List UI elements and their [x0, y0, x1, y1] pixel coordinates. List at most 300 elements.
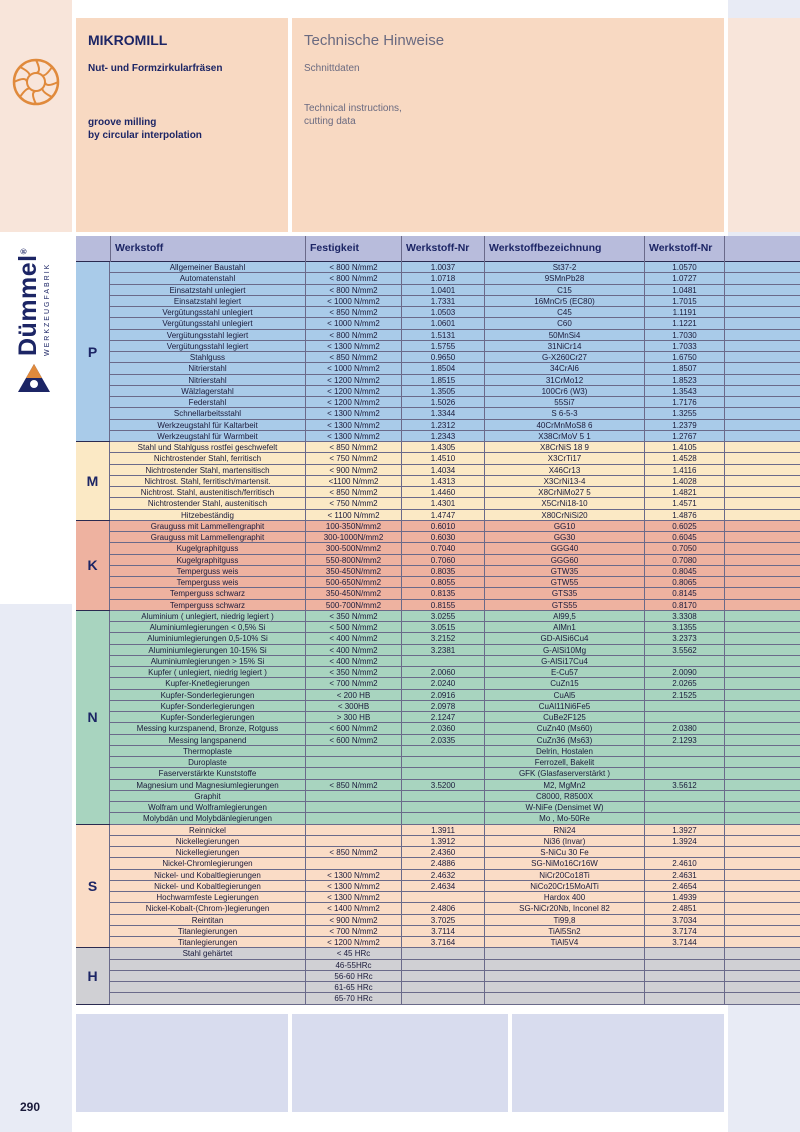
column-header-werkstoff-nr: Werkstoff-Nr: [401, 236, 484, 262]
group-letter: S: [76, 825, 110, 948]
cell-festigkeit: < 1000 N/mm2: [305, 296, 401, 307]
section-subtitle-de: Schnittdaten: [304, 63, 360, 74]
cell-extra: [724, 656, 800, 667]
cell-werkstoff: [110, 960, 305, 971]
cell-bezeichnung: S 6-5-3: [484, 408, 644, 419]
cell-extra: [724, 363, 800, 374]
cell-werkstoff-nr-2: 0.8065: [644, 577, 724, 588]
cell-werkstoff-nr-2: [644, 746, 724, 757]
cell-werkstoff-nr-2: 3.5562: [644, 645, 724, 656]
cell-werkstoff-nr: 1.4301: [401, 498, 484, 509]
cell-werkstoff-nr-2: [644, 802, 724, 813]
cell-werkstoff: [110, 993, 305, 1004]
cell-werkstoff: Stahl und Stahlguss rostfei geschwefelt: [137, 443, 278, 452]
cell-werkstoff: Kupfer-Sonderlegierungen: [160, 713, 255, 722]
cell-werkstoff: Nichtrost. Stahl, austenitisch/ferritisch: [140, 488, 275, 497]
cell-werkstoff-nr: 3.7164: [401, 937, 484, 948]
cell-werkstoff-nr: [401, 656, 484, 667]
cell-werkstoff-nr: 0.8155: [401, 600, 484, 611]
table-row: [110, 825, 800, 836]
cell-festigkeit: < 1300 N/mm2: [305, 892, 401, 903]
cell-bezeichnung: CuZn36 (Ms63): [484, 735, 644, 746]
cell-extra: [724, 813, 800, 824]
cell-werkstoff-nr: 2.4806: [401, 903, 484, 914]
cell-bezeichnung: GTW55: [484, 577, 644, 588]
cell-werkstoff: Vergütungsstahl legiert: [166, 330, 249, 340]
cell-werkstoff-nr-2: 2.4654: [644, 881, 724, 892]
cell-werkstoff-nr: [401, 892, 484, 903]
cell-festigkeit: 65-70 HRc: [305, 993, 401, 1004]
table-row: [110, 386, 800, 397]
section-subtitle-en-line1: Technical instructions,: [304, 103, 402, 114]
cell-festigkeit: 350-450N/mm2: [305, 588, 401, 599]
cell-extra: [724, 588, 800, 599]
cell-werkstoff-nr: 1.3505: [401, 386, 484, 397]
cell-bezeichnung: CuZn40 (Ms60): [484, 723, 644, 734]
cell-werkstoff-nr-2: [644, 960, 724, 971]
cell-werkstoff-nr-2: 0.7050: [644, 543, 724, 554]
cell-werkstoff-nr-2: 1.4105: [644, 442, 724, 453]
cell-extra: [724, 903, 800, 914]
cell-festigkeit: < 800 N/mm2: [305, 285, 401, 296]
cell-werkstoff: Titanlegierungen: [177, 926, 238, 936]
table-row: [110, 633, 800, 644]
cell-extra: [724, 791, 800, 802]
cell-werkstoff: Temperguss schwarz: [169, 589, 246, 599]
table-row: [110, 836, 800, 847]
cell-werkstoff-nr: 2.4886: [401, 858, 484, 869]
table-row: [110, 870, 800, 881]
column-header-werkstoff-nr-2: Werkstoff-Nr: [644, 236, 724, 262]
cell-werkstoff-nr-2: 3.1355: [644, 622, 724, 633]
product-title: MIKROMILL: [88, 32, 168, 48]
cell-extra: [724, 318, 800, 329]
cell-extra: [724, 555, 800, 566]
cell-werkstoff-nr: 1.3344: [401, 408, 484, 419]
table-row: [110, 330, 800, 341]
cell-bezeichnung: [484, 971, 644, 982]
cell-werkstoff-nr: 1.5755: [401, 341, 484, 352]
table-row: [110, 881, 800, 892]
cell-werkstoff-nr-2: 1.7015: [644, 296, 724, 307]
table-row: [110, 667, 800, 678]
group-letter: M: [76, 442, 110, 520]
table-row: [110, 577, 800, 588]
table-row: [110, 960, 800, 971]
cell-festigkeit: < 1300 N/mm2: [305, 341, 401, 352]
cell-werkstoff-nr-2: 1.6750: [644, 352, 724, 363]
cell-extra: [724, 982, 800, 993]
cell-festigkeit: [305, 768, 401, 779]
cell-bezeichnung: Hardox 400: [484, 892, 644, 903]
cell-werkstoff-nr: 2.1247: [401, 712, 484, 723]
cell-festigkeit: < 400 N/mm2: [305, 645, 401, 656]
cell-werkstoff-nr: 1.2312: [401, 420, 484, 431]
table-row: [110, 611, 800, 622]
cell-extra: [724, 330, 800, 341]
cell-extra: [724, 937, 800, 948]
section-subtitle-en-line2: cutting data: [304, 116, 356, 127]
right-top-panel: [728, 18, 800, 232]
cell-werkstoff-nr-2: 2.4631: [644, 870, 724, 881]
cell-bezeichnung: X5CrNi18-10: [484, 498, 644, 509]
material-group-m: [76, 442, 800, 521]
cell-werkstoff: Automatenstahl: [179, 274, 236, 284]
cell-werkstoff: Magnesium und Magnesiumlegierungen: [136, 780, 279, 790]
cell-festigkeit: 350-450N/mm2: [305, 566, 401, 577]
cell-bezeichnung: Ni36 (Invar): [484, 836, 644, 847]
cell-werkstoff-nr: 2.4632: [401, 870, 484, 881]
cell-bezeichnung: GTS55: [484, 600, 644, 611]
cell-festigkeit: < 850 N/mm2: [305, 487, 401, 498]
material-group-p: [76, 262, 800, 442]
cell-werkstoff-nr-2: [644, 993, 724, 1004]
cell-werkstoff-nr-2: [644, 768, 724, 779]
cell-werkstoff-nr-2: 3.5612: [644, 780, 724, 791]
cell-bezeichnung: Mo , Mo-50Re: [484, 813, 644, 824]
cell-werkstoff-nr: [401, 982, 484, 993]
cell-werkstoff-nr: 1.4305: [401, 442, 484, 453]
cell-werkstoff: Hitzebeständig: [181, 510, 234, 520]
cell-werkstoff-nr-2: [644, 712, 724, 723]
product-header: [76, 18, 288, 232]
cell-werkstoff-nr: [401, 791, 484, 802]
table-row: [110, 903, 800, 914]
cell-extra: [724, 802, 800, 813]
group-letter: N: [76, 611, 110, 824]
cell-extra: [724, 678, 800, 689]
cell-werkstoff-nr: 1.4747: [401, 510, 484, 521]
cell-extra: [724, 296, 800, 307]
cell-werkstoff-nr: 3.0255: [401, 611, 484, 622]
cell-werkstoff: Messing kurzspanend, Bronze, Rotguss: [136, 724, 279, 734]
table-row: [110, 858, 800, 869]
cell-extra: [724, 262, 800, 273]
cell-werkstoff-nr: [401, 960, 484, 971]
product-subtitle-de: Nut- und Formzirkularfräsen: [88, 63, 223, 74]
cell-werkstoff-nr: [401, 971, 484, 982]
cell-werkstoff-nr-2: 1.1221: [644, 318, 724, 329]
cell-bezeichnung: Ferrozell, Bakelit: [484, 757, 644, 768]
cell-werkstoff: Duroplaste: [188, 758, 227, 767]
logo-name: Dümmel®: [14, 247, 42, 356]
table-row: [110, 600, 800, 611]
cell-bezeichnung: G-AlSi10Mg: [484, 645, 644, 656]
cell-extra: [724, 566, 800, 577]
cell-bezeichnung: W-NiFe (Densimet W): [484, 802, 644, 813]
cell-werkstoff: Nitrierstahl: [188, 375, 227, 385]
cell-werkstoff-nr: 1.5026: [401, 397, 484, 408]
cell-festigkeit: < 750 N/mm2: [305, 498, 401, 509]
cell-extra: [724, 577, 800, 588]
cell-festigkeit: < 200 HB: [305, 690, 401, 701]
cell-werkstoff-nr-2: [644, 948, 724, 959]
cell-werkstoff: Graphit: [194, 791, 221, 801]
cell-festigkeit: < 1400 N/mm2: [305, 903, 401, 914]
cell-festigkeit: 500-700N/mm2: [305, 600, 401, 611]
cell-bezeichnung: X3CrNi13-4: [484, 476, 644, 487]
table-row: [110, 420, 800, 431]
cell-bezeichnung: Al99,5: [484, 611, 644, 622]
column-header-bezeichnung: Werkstoffbezeichnung: [484, 236, 644, 262]
cell-bezeichnung: CuZn15: [484, 678, 644, 689]
footer-panel-left: [76, 1014, 288, 1112]
cell-werkstoff: Kupfer ( unlegiert, niedrig legiert ): [148, 668, 267, 677]
cell-bezeichnung: GGG60: [484, 555, 644, 566]
cell-bezeichnung: X3CrTi17: [484, 453, 644, 464]
footer-panel-middle: [292, 1014, 508, 1112]
cell-werkstoff: Thermoplaste: [183, 746, 232, 756]
cell-werkstoff-nr-2: 1.3927: [644, 825, 724, 836]
section-header: [292, 18, 724, 232]
cell-werkstoff-nr: 0.9650: [401, 352, 484, 363]
cell-werkstoff: Nickellegierungen: [175, 848, 240, 857]
cell-festigkeit: < 1000 N/mm2: [305, 363, 401, 374]
cell-extra: [724, 993, 800, 1004]
cell-festigkeit: < 700 N/mm2: [305, 926, 401, 937]
table-row: [110, 307, 800, 318]
table-row: [110, 318, 800, 329]
table-row: [110, 937, 800, 948]
table-row: [110, 926, 800, 937]
cell-werkstoff: Kupfer-Sonderlegierungen: [160, 701, 255, 711]
cell-werkstoff-nr: [401, 802, 484, 813]
cell-bezeichnung: C8000, R8500X: [484, 791, 644, 802]
footer-panel-right: [512, 1014, 724, 1112]
cell-werkstoff-nr: [401, 746, 484, 757]
table-row: [110, 363, 800, 374]
cell-extra: [724, 408, 800, 419]
cell-werkstoff-nr-2: 3.7174: [644, 926, 724, 937]
material-group-k: [76, 521, 800, 611]
cell-bezeichnung: [484, 993, 644, 1004]
cell-extra: [724, 375, 800, 386]
logo-subtitle: WERKZEUGFABRIK: [44, 262, 51, 356]
table-row: [110, 285, 800, 296]
cell-extra: [724, 768, 800, 779]
table-row: [110, 555, 800, 566]
cell-festigkeit: < 850 N/mm2: [305, 307, 401, 318]
cell-extra: [724, 667, 800, 678]
cell-werkstoff-nr: 0.7060: [401, 555, 484, 566]
left-top-panel: [0, 0, 72, 232]
cell-festigkeit: 500-650N/mm2: [305, 577, 401, 588]
cell-festigkeit: [305, 813, 401, 824]
cell-werkstoff: Aluminiumlegierungen > 15% Si: [150, 656, 265, 666]
milling-tool-icon: [12, 58, 60, 106]
cell-extra: [724, 746, 800, 757]
cell-extra: [724, 510, 800, 521]
cell-werkstoff-nr-2: 1.7176: [644, 397, 724, 408]
cell-festigkeit: [305, 757, 401, 768]
cell-extra: [724, 611, 800, 622]
cell-festigkeit: [305, 825, 401, 836]
cell-werkstoff-nr-2: [644, 791, 724, 802]
table-row: [110, 453, 800, 464]
cell-bezeichnung: 34CrAl6: [484, 363, 644, 374]
cell-werkstoff: Stahlguss: [189, 353, 226, 362]
table-row: [110, 465, 800, 476]
table-row: [110, 532, 800, 543]
cell-werkstoff-nr-2: 3.3308: [644, 611, 724, 622]
cell-werkstoff: Allgemeiner Baustahl: [169, 263, 246, 272]
table-row: [110, 510, 800, 521]
section-title: Technische Hinweise: [304, 32, 445, 49]
cell-werkstoff: Werkzeugstahl für Kaltarbeit: [157, 420, 258, 430]
table-row: [110, 757, 800, 768]
cell-extra: [724, 915, 800, 926]
cell-werkstoff: Molybdän und Molybdänlegierungen: [143, 814, 272, 824]
cell-festigkeit: < 350 N/mm2: [305, 611, 401, 622]
cell-werkstoff-nr-2: 0.8170: [644, 600, 724, 611]
table-row: [110, 746, 800, 757]
cell-extra: [724, 870, 800, 881]
cell-werkstoff-nr-2: 1.7030: [644, 330, 724, 341]
cell-festigkeit: < 350 N/mm2: [305, 667, 401, 678]
cell-werkstoff-nr: [401, 768, 484, 779]
cell-werkstoff-nr: 0.6010: [401, 521, 484, 532]
cell-bezeichnung: 9SMnPb28: [484, 273, 644, 284]
cell-bezeichnung: 31CrMo12: [484, 375, 644, 386]
cell-bezeichnung: GGG40: [484, 543, 644, 554]
cell-werkstoff-nr-2: [644, 813, 724, 824]
cell-festigkeit: < 400 N/mm2: [305, 656, 401, 667]
table-row: [110, 521, 800, 532]
cell-werkstoff-nr: [401, 813, 484, 824]
cell-festigkeit: < 700 N/mm2: [305, 678, 401, 689]
cell-bezeichnung: 100Cr6 (W3): [484, 386, 644, 397]
cell-festigkeit: < 600 N/mm2: [305, 723, 401, 734]
cell-werkstoff-nr-2: 2.4851: [644, 903, 724, 914]
table-row: [110, 701, 800, 712]
cell-bezeichnung: 50MnSi4: [484, 330, 644, 341]
cell-werkstoff: Einsatzstahl unlegiert: [169, 285, 246, 295]
cell-extra: [724, 600, 800, 611]
cell-werkstoff-nr-2: 1.3924: [644, 836, 724, 847]
cell-werkstoff-nr-2: 1.2767: [644, 431, 724, 442]
cell-bezeichnung: RNi24: [484, 825, 644, 836]
cell-extra: [724, 622, 800, 633]
cell-werkstoff: Grauguss mit Lammellengraphit: [150, 521, 265, 531]
cell-bezeichnung: CuBe2F125: [484, 712, 644, 723]
cell-extra: [724, 543, 800, 554]
cell-werkstoff-nr-2: 0.7080: [644, 555, 724, 566]
cell-festigkeit: < 1200 N/mm2: [305, 937, 401, 948]
cell-extra: [724, 825, 800, 836]
cell-werkstoff-nr: 1.0601: [401, 318, 484, 329]
cell-bezeichnung: E-Cu57: [484, 667, 644, 678]
cell-werkstoff-nr: 1.4510: [401, 453, 484, 464]
cell-extra: [724, 948, 800, 959]
cell-werkstoff-nr-2: 0.8145: [644, 588, 724, 599]
cell-werkstoff: Nickel- und Kobaltlegierungen: [154, 870, 261, 880]
group-column-header: [76, 236, 110, 262]
cell-werkstoff-nr-2: 0.6025: [644, 521, 724, 532]
cell-werkstoff: Wolfram und Wolframlegierungen: [148, 803, 267, 812]
cell-festigkeit: < 850 N/mm2: [305, 847, 401, 858]
cell-festigkeit: < 1000 N/mm2: [305, 318, 401, 329]
column-header-werkstoff: Werkstoff: [110, 236, 305, 262]
cell-werkstoff: Temperguss weis: [176, 578, 239, 587]
cell-festigkeit: [305, 836, 401, 847]
cell-werkstoff: Kupfer-Knetlegierungen: [165, 679, 250, 689]
cell-werkstoff-nr: 1.8504: [401, 363, 484, 374]
cell-extra: [724, 498, 800, 509]
cell-werkstoff: [110, 982, 305, 993]
cell-werkstoff: Kugelgraphitguss: [176, 555, 239, 565]
table-row: [110, 588, 800, 599]
cell-werkstoff-nr-2: 1.4876: [644, 510, 724, 521]
cell-bezeichnung: C15: [484, 285, 644, 296]
cell-festigkeit: < 800 N/mm2: [305, 330, 401, 341]
cell-werkstoff: Federstahl: [188, 398, 227, 407]
product-subtitle-en-line2: by circular interpolation: [88, 130, 202, 141]
column-header-extra: [724, 236, 800, 262]
cell-bezeichnung: SG-NiCr20Nb, Inconel 82: [484, 903, 644, 914]
cell-bezeichnung: GG30: [484, 532, 644, 543]
cell-extra: [724, 735, 800, 746]
table-row: [110, 296, 800, 307]
cell-werkstoff-nr-2: 0.6045: [644, 532, 724, 543]
cell-werkstoff-nr: 1.0401: [401, 285, 484, 296]
table-row: [110, 622, 800, 633]
cell-bezeichnung: GD-AlSi6Cu4: [484, 633, 644, 644]
cell-werkstoff: Faserverstärkte Kunststoffe: [158, 769, 257, 779]
cell-extra: [724, 836, 800, 847]
cell-werkstoff-nr-2: 1.8523: [644, 375, 724, 386]
cell-extra: [724, 487, 800, 498]
cell-festigkeit: < 750 N/mm2: [305, 453, 401, 464]
cell-extra: [724, 847, 800, 858]
cell-werkstoff: Schnellarbeitsstahl: [173, 409, 242, 419]
table-row: [110, 993, 800, 1004]
cell-werkstoff-nr: 2.0335: [401, 735, 484, 746]
cell-festigkeit: 300-500N/mm2: [305, 543, 401, 554]
table-row: [110, 948, 800, 959]
cell-werkstoff-nr-2: 0.8045: [644, 566, 724, 577]
cell-werkstoff-nr-2: 1.8507: [644, 363, 724, 374]
page-number: 290: [20, 1100, 41, 1114]
cell-bezeichnung: C45: [484, 307, 644, 318]
cell-werkstoff-nr: 2.0916: [401, 690, 484, 701]
cell-bezeichnung: NiCo20Cr15MoAlTi: [484, 881, 644, 892]
cell-werkstoff: Aluminium ( unlegiert, niedrig legiert ): [141, 611, 274, 621]
cell-festigkeit: < 300HB: [305, 701, 401, 712]
table-row: [110, 735, 800, 746]
cell-werkstoff-nr-2: 1.0481: [644, 285, 724, 296]
table-row: [110, 813, 800, 824]
cell-werkstoff-nr: 1.2343: [401, 431, 484, 442]
cell-werkstoff-nr: 2.4360: [401, 847, 484, 858]
cell-festigkeit: < 1200 N/mm2: [305, 375, 401, 386]
cell-werkstoff-nr: 1.4313: [401, 476, 484, 487]
cell-werkstoff: Kugelgraphitguss: [176, 544, 239, 554]
cell-werkstoff-nr-2: 2.4610: [644, 858, 724, 869]
cell-werkstoff-nr: 1.3911: [401, 825, 484, 836]
cell-werkstoff: Reintitan: [191, 915, 224, 925]
cell-festigkeit: < 850 N/mm2: [305, 780, 401, 791]
cell-werkstoff: Temperguss schwarz: [169, 600, 246, 610]
cell-bezeichnung: 40CrMnMoS8 6: [484, 420, 644, 431]
cell-extra: [724, 645, 800, 656]
cell-bezeichnung: GTS35: [484, 588, 644, 599]
cell-werkstoff-nr: 3.7025: [401, 915, 484, 926]
cell-werkstoff: Einsatzstahl legiert: [173, 296, 242, 306]
cell-werkstoff-nr-2: 1.0727: [644, 273, 724, 284]
cell-werkstoff: Grauguss mit Lammellengraphit: [150, 533, 265, 542]
cell-werkstoff-nr-2: 2.0090: [644, 667, 724, 678]
cell-festigkeit: < 900 N/mm2: [305, 465, 401, 476]
